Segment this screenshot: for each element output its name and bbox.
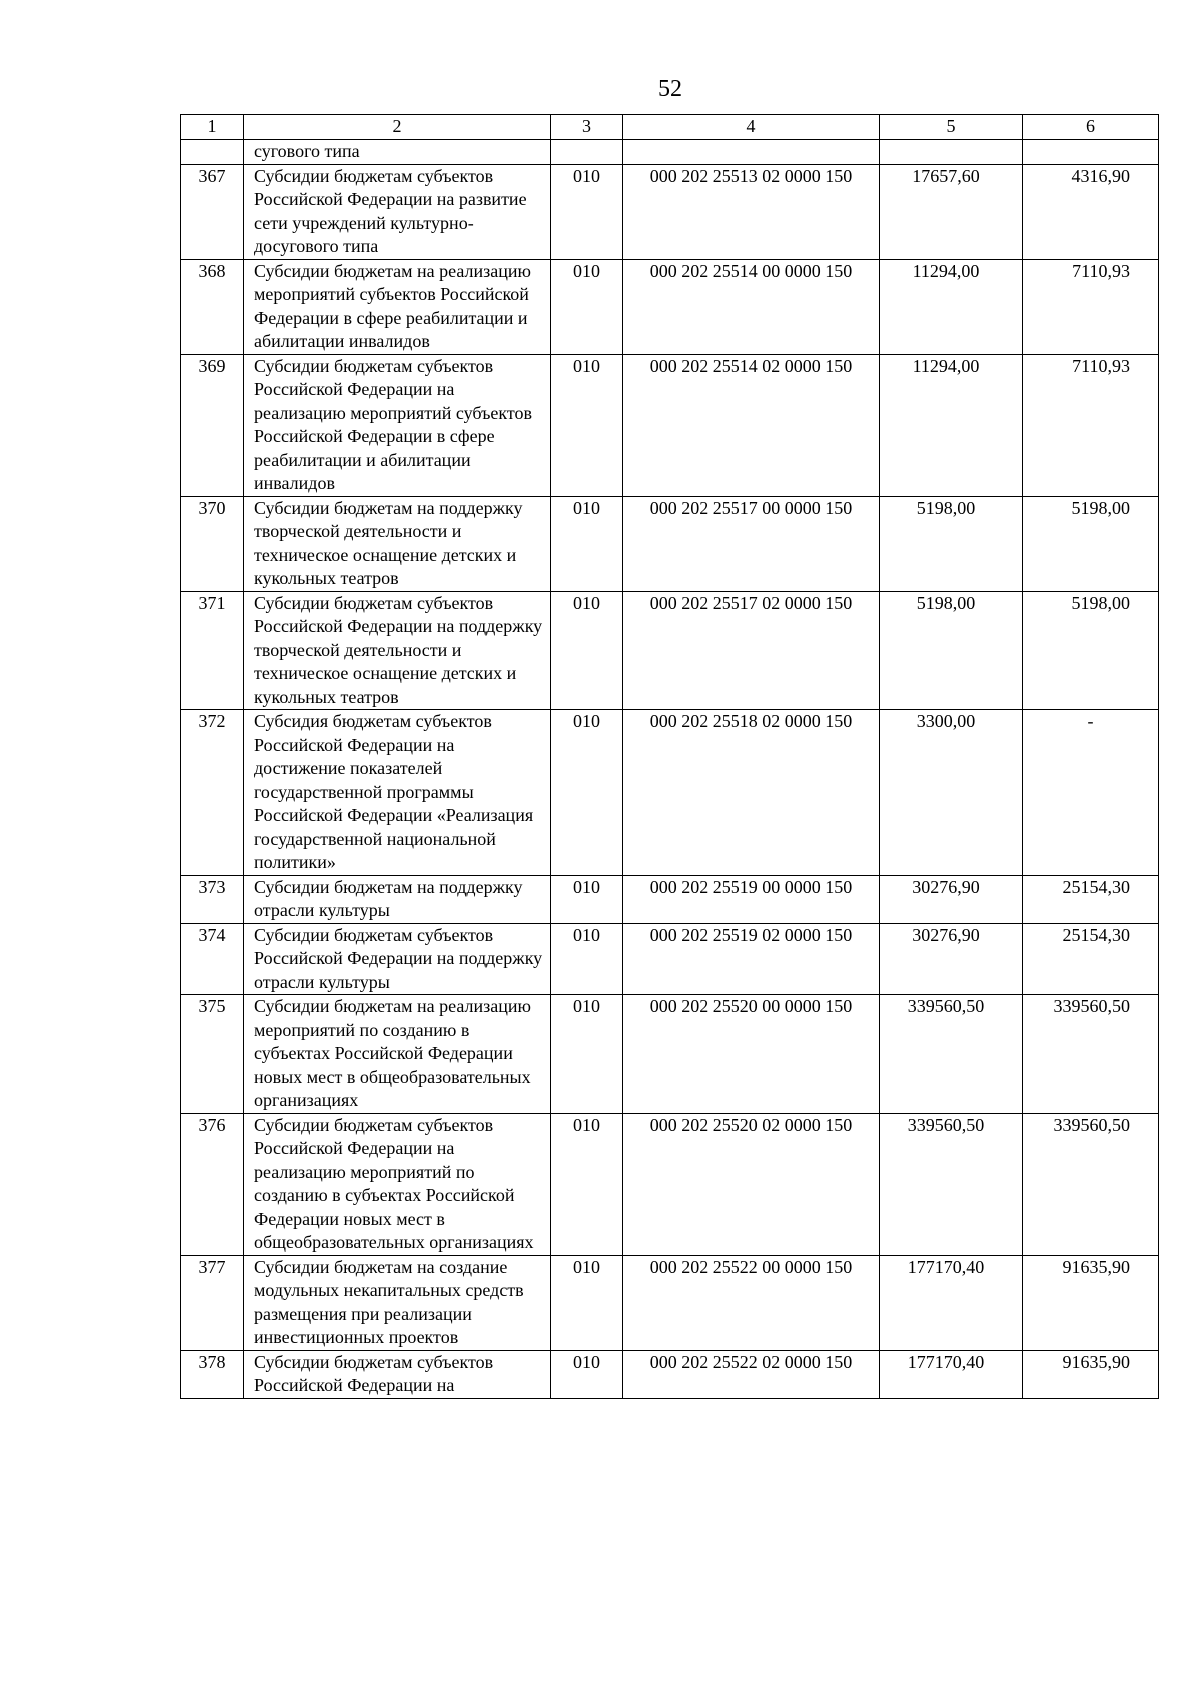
- row-value6: 4316,90: [1023, 164, 1159, 259]
- row-description: Субсидии бюджетам субъектов Российской Федерации на развитие сети учреждений культурно-досугового типа: [244, 164, 551, 259]
- continuation-kbk: [623, 140, 880, 165]
- row-number: 376: [181, 1113, 244, 1255]
- row-code: 010: [551, 259, 623, 354]
- table-row: [181, 1113, 1159, 1255]
- table-row: [181, 164, 1159, 259]
- row-code: 010: [551, 1255, 623, 1350]
- table-row: [181, 259, 1159, 354]
- row-description: Субсидии бюджетам субъектов Российской Федерации на реализацию мероприятий субъектов Российской Федерации в сфере реабилитации и абилитации инвалидов: [244, 354, 551, 496]
- row-kbk: 000 202 25513 02 0000 150: [623, 164, 880, 259]
- row-value5: 30276,90: [880, 875, 1023, 923]
- row-number: 377: [181, 1255, 244, 1350]
- row-number: 375: [181, 995, 244, 1114]
- row-number: 369: [181, 354, 244, 496]
- continuation-code: [551, 140, 623, 165]
- row-value5: 11294,00: [880, 259, 1023, 354]
- row-code: 010: [551, 1113, 623, 1255]
- row-value5: 11294,00: [880, 354, 1023, 496]
- row-value5: 339560,50: [880, 995, 1023, 1114]
- table-row: [181, 591, 1159, 710]
- row-kbk: 000 202 25520 00 0000 150: [623, 995, 880, 1114]
- row-kbk: 000 202 25517 02 0000 150: [623, 591, 880, 710]
- row-description: Субсидии бюджетам на реализацию мероприятий по созданию в субъектах Российской Федерации новых мест в общеобразовательных организациях: [244, 995, 551, 1114]
- row-value5: 177170,40: [880, 1350, 1023, 1398]
- row-value5: 3300,00: [880, 710, 1023, 876]
- row-value6: 5198,00: [1023, 591, 1159, 710]
- continuation-description: сугового типа: [244, 140, 551, 165]
- row-value5: 17657,60: [880, 164, 1023, 259]
- column-header-1: 1: [181, 115, 244, 140]
- table-row: [181, 496, 1159, 591]
- row-value5: 5198,00: [880, 496, 1023, 591]
- row-description: Субсидии бюджетам на поддержку отрасли культуры: [244, 875, 551, 923]
- row-value6: 25154,30: [1023, 875, 1159, 923]
- row-number: 374: [181, 923, 244, 995]
- row-value5: 5198,00: [880, 591, 1023, 710]
- column-header-2: 2: [244, 115, 551, 140]
- row-kbk: 000 202 25522 02 0000 150: [623, 1350, 880, 1398]
- row-number: 378: [181, 1350, 244, 1398]
- continuation-row: [181, 140, 1159, 165]
- row-kbk: 000 202 25519 02 0000 150: [623, 923, 880, 995]
- row-description: Субсидии бюджетам на поддержку творческой деятельности и техническое оснащение детских и кукольных театров: [244, 496, 551, 591]
- row-value6: 91635,90: [1023, 1350, 1159, 1398]
- row-kbk: 000 202 25514 00 0000 150: [623, 259, 880, 354]
- row-value6: 7110,93: [1023, 259, 1159, 354]
- row-description: Субсидии бюджетам субъектов Российской Федерации на поддержку творческой деятельности и техническое оснащение детских и кукольных театров: [244, 591, 551, 710]
- row-kbk: 000 202 25514 02 0000 150: [623, 354, 880, 496]
- continuation-num: [181, 140, 244, 165]
- row-value6: 91635,90: [1023, 1255, 1159, 1350]
- row-code: 010: [551, 995, 623, 1114]
- column-header-5: 5: [880, 115, 1023, 140]
- row-description: Субсидии бюджетам субъектов Российской Федерации на: [244, 1350, 551, 1398]
- row-value5: 177170,40: [880, 1255, 1023, 1350]
- row-number: 372: [181, 710, 244, 876]
- table-row: [181, 923, 1159, 995]
- row-description: Субсидии бюджетам субъектов Российской Федерации на реализацию мероприятий по созданию в субъектах Российской Федерации новых мест в общеобразовательных организациях: [244, 1113, 551, 1255]
- row-code: 010: [551, 1350, 623, 1398]
- row-value5: 30276,90: [880, 923, 1023, 995]
- row-value6: 25154,30: [1023, 923, 1159, 995]
- row-value6: 5198,00: [1023, 496, 1159, 591]
- row-kbk: 000 202 25517 00 0000 150: [623, 496, 880, 591]
- row-kbk: 000 202 25520 02 0000 150: [623, 1113, 880, 1255]
- row-value6: 339560,50: [1023, 1113, 1159, 1255]
- row-kbk: 000 202 25518 02 0000 150: [623, 710, 880, 876]
- column-header-4: 4: [623, 115, 880, 140]
- row-code: 010: [551, 496, 623, 591]
- row-value6: 339560,50: [1023, 995, 1159, 1114]
- row-code: 010: [551, 875, 623, 923]
- table-row: [181, 1350, 1159, 1398]
- page-number: 52: [658, 76, 682, 102]
- row-value6: -: [1023, 710, 1159, 876]
- row-code: 010: [551, 710, 623, 876]
- table-row: [181, 875, 1159, 923]
- continuation-value6: [1023, 140, 1159, 165]
- row-code: 010: [551, 164, 623, 259]
- row-number: 368: [181, 259, 244, 354]
- table-row: [181, 710, 1159, 876]
- row-number: 371: [181, 591, 244, 710]
- row-description: Субсидии бюджетам субъектов Российской Федерации на поддержку отрасли культуры: [244, 923, 551, 995]
- budget-table: [180, 114, 1159, 1399]
- column-header-3: 3: [551, 115, 623, 140]
- column-number-row: [181, 115, 1159, 140]
- row-description: Субсидия бюджетам субъектов Российской Федерации на достижение показателей государственной программы Российской Федерации «Реализация государственной национальной политики»: [244, 710, 551, 876]
- table-row: [181, 354, 1159, 496]
- row-code: 010: [551, 923, 623, 995]
- table-row: [181, 995, 1159, 1114]
- row-kbk: 000 202 25519 00 0000 150: [623, 875, 880, 923]
- row-kbk: 000 202 25522 00 0000 150: [623, 1255, 880, 1350]
- row-code: 010: [551, 591, 623, 710]
- row-value6: 7110,93: [1023, 354, 1159, 496]
- column-header-6: 6: [1023, 115, 1159, 140]
- row-number: 373: [181, 875, 244, 923]
- continuation-value5: [880, 140, 1023, 165]
- row-code: 010: [551, 354, 623, 496]
- row-value5: 339560,50: [880, 1113, 1023, 1255]
- row-description: Субсидии бюджетам на реализацию мероприятий субъектов Российской Федерации в сфере реабилитации и абилитации инвалидов: [244, 259, 551, 354]
- row-description: Субсидии бюджетам на создание модульных некапитальных средств размещения при реализации инвестиционных проектов: [244, 1255, 551, 1350]
- row-number: 367: [181, 164, 244, 259]
- row-number: 370: [181, 496, 244, 591]
- table-row: [181, 1255, 1159, 1350]
